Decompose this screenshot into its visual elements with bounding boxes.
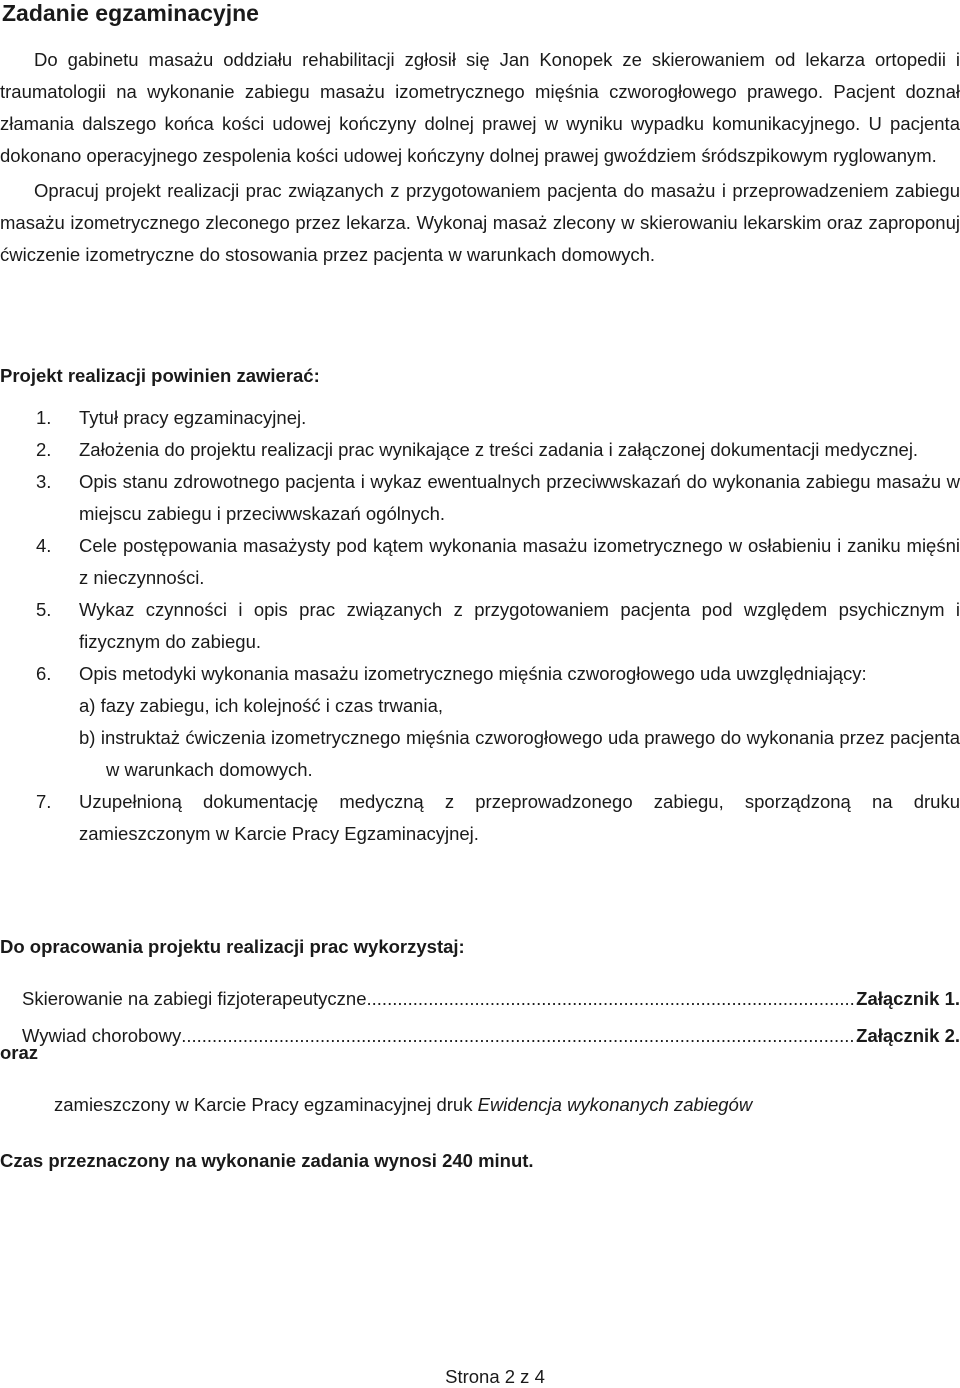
list-item: 5. Wykaz czynności i opis prac związanych z przygotowaniem pacjenta pod względem psychicznym i fizycznym do zabiegu. bbox=[36, 599, 960, 652]
list-item: 4. Cele postępowania masażysty pod kątem wykonania masażu izometrycznego w osłabieniu i zaniku mięśni z nieczynności. bbox=[36, 535, 960, 588]
oraz-label: oraz bbox=[0, 1042, 39, 1063]
intro-paragraph-2: Opracuj projekt realizacji prac związanych z przygotowaniem pacjenta do masażu i przeprowadzeniem zabiegu masażu izometrycznego zleconego przez lekarza. Wykonaj masaż zlecony w skierowaniu lekarskim oraz zaproponuj ćwiczenie izometryczne do stosowania przez pacjenta w warunkach domowych. bbox=[0, 180, 960, 265]
document-title: Zadanie egzaminacyjne bbox=[2, 0, 259, 26]
task-description bbox=[0, 44, 960, 271]
attachment-row: Wywiad chorobowy ..... Załącznik 2. bbox=[22, 1017, 960, 1054]
project-requirements-list bbox=[0, 402, 960, 850]
list-item: 1. Tytuł pracy egzaminacyjnej. bbox=[36, 407, 307, 428]
attachments-list bbox=[22, 980, 960, 1054]
page-number: Strona 2 z 4 bbox=[445, 1366, 545, 1387]
dot-leader bbox=[181, 1017, 854, 1054]
sublist-item-a: a) fazy zabiegu, ich kolejność i czas trwania, bbox=[79, 695, 444, 716]
list-item: 6. Opis metodyki wykonania masażu izometrycznego mięśnia czworogłowego uda uwzględniający: a) fazy zabiegu, ich kolejność i czas trwania, b) instruktaż ćwiczenia izometrycznego mięśnia czworogłowego uda prawego do wykonania przez pacjenta w warunkach domowych. bbox=[0, 658, 960, 786]
dot-leader bbox=[367, 980, 855, 1017]
intro-paragraph-1: Do gabinetu masażu oddziału rehabilitacji zgłosił się Jan Konopek ze skierowaniem od lekarza ortopedii i traumatologii na wykonanie zabiegu masażu izometrycznego mięśnia czworogłowego prawego. Pacjent doznał złamania dalszego końca kości udowej kończyny dolnej prawej w wyniku wypadku komunikacyjnego. U pacjenta dokonano operacyjnego zespolenia kości udowej kończyny dolnej prawej gwoździem śródszpikowym ryglowanym. bbox=[0, 49, 960, 166]
list-item: 3. Opis stanu zdrowotnego pacjenta i wykaz ewentualnych przeciwwskazań do wykonania zabiegu masażu w miejscu zabiegu i przeciwwskazań ogólnych. bbox=[36, 471, 960, 524]
methodology-sublist bbox=[79, 690, 960, 786]
list-item: 2. Założenia do projektu realizacji prac wynikające z treści zadania i załączonej dokumentacji medycznej. bbox=[36, 439, 919, 460]
sublist-item-b: b) instruktaż ćwiczenia izometrycznego mięśnia czworogłowego uda prawego do wykonania przez pacjenta w warunkach domowych. bbox=[79, 727, 960, 780]
list-item: 7. Uzupełnioną dokumentację medyczną z przeprowadzonego zabiegu, sporządzoną na druku zamieszczonym w Karcie Pracy Egzaminacyjnej. bbox=[36, 791, 960, 844]
form-name: Ewidencja wykonanych zabiegów bbox=[477, 1094, 753, 1115]
time-note: Czas przeznaczony na wykonanie zadania wynosi 240 minut. bbox=[0, 1150, 534, 1171]
resources-heading: Do opracowania projektu realizacji prac wykorzystaj: bbox=[0, 936, 465, 957]
extra-resource: zamieszczony w Karcie Pracy egzaminacyjnej druk Ewidencja wykonanych zabiegów bbox=[54, 1094, 753, 1115]
project-heading: Projekt realizacji powinien zawierać: bbox=[0, 365, 320, 386]
page-footer bbox=[0, 1366, 960, 1388]
attachment-row: Skierowanie na zabiegi fizjoterapeutyczne ..... Załącznik 1. bbox=[22, 980, 960, 1017]
